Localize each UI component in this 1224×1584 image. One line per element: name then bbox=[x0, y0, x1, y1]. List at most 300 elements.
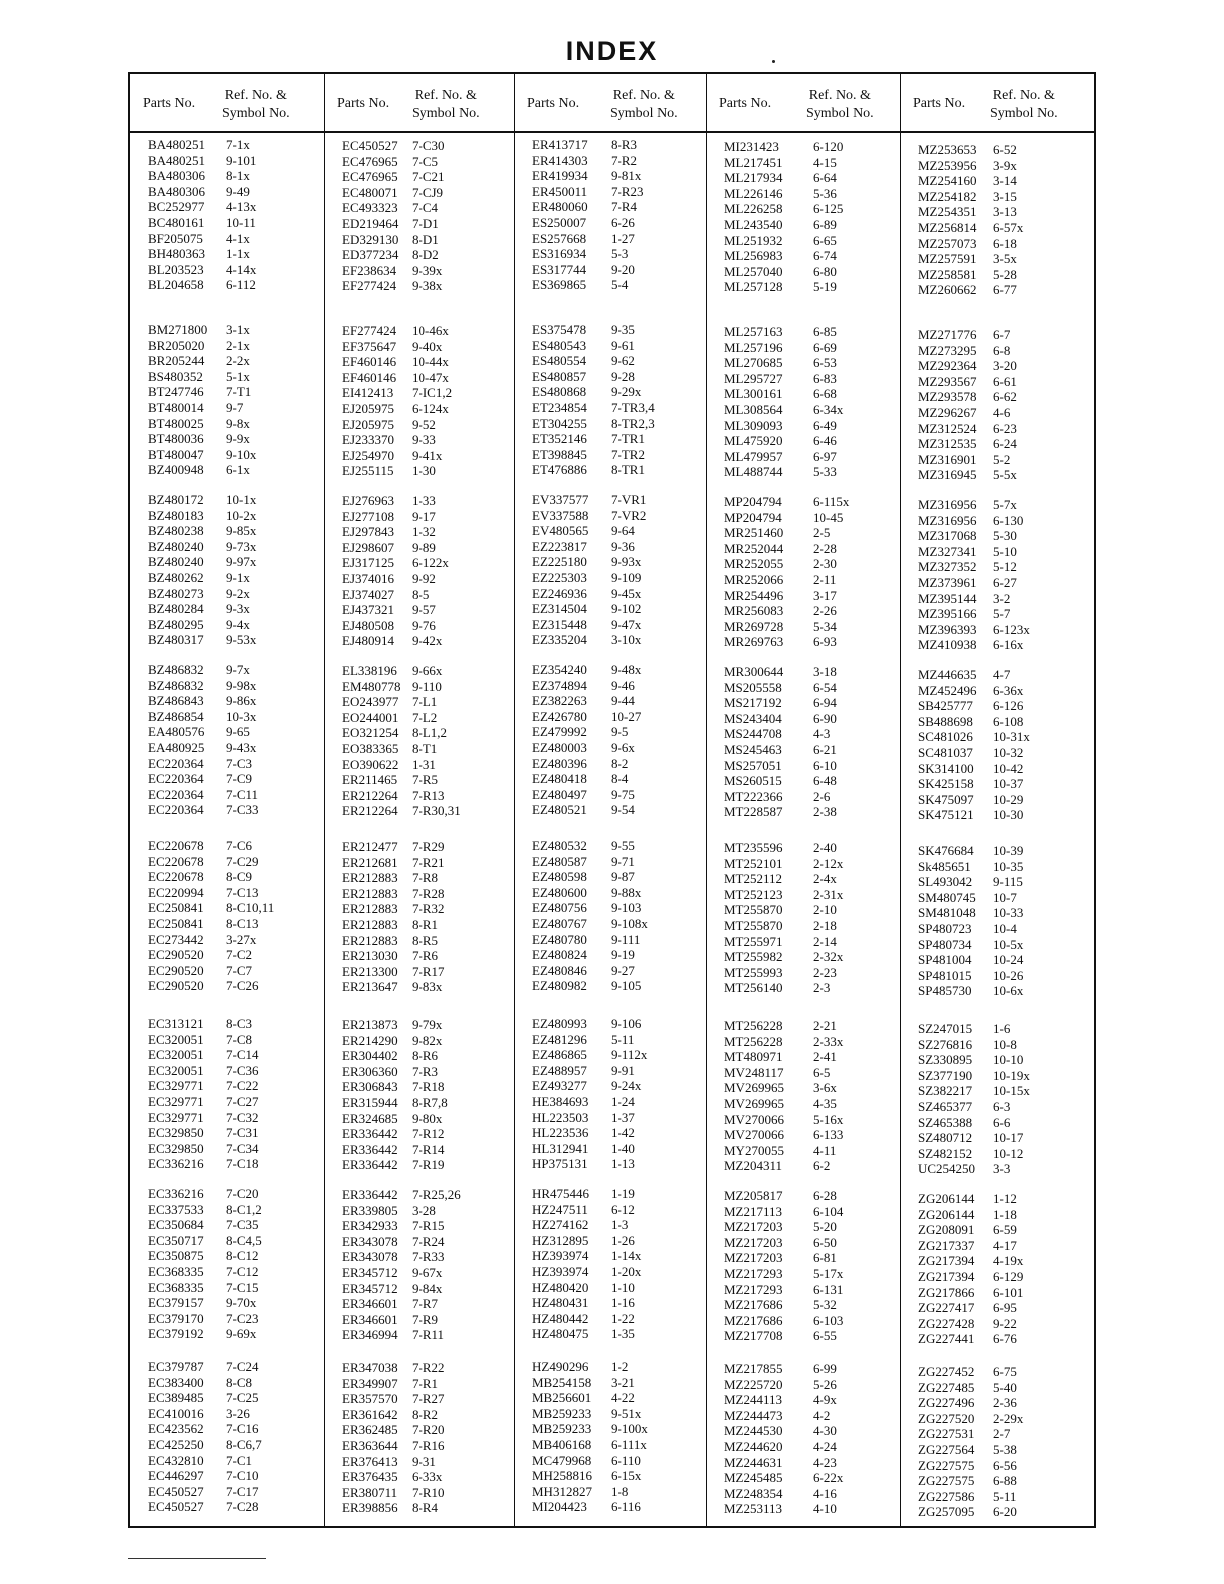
index-row bbox=[706, 139, 900, 155]
index-row bbox=[130, 632, 324, 648]
ref-symbol-number: 6-53 bbox=[813, 355, 837, 371]
index-row bbox=[130, 1016, 324, 1032]
ref-symbol-number: 6-18 bbox=[993, 235, 1017, 251]
index-row bbox=[514, 740, 706, 756]
index-row bbox=[514, 246, 706, 262]
index-row bbox=[706, 324, 900, 340]
ref-symbol-number: 2-11 bbox=[813, 571, 837, 587]
part-number: EZ480521 bbox=[532, 802, 587, 818]
index-row bbox=[130, 1484, 324, 1500]
entry-group bbox=[706, 1018, 900, 1174]
index-row bbox=[706, 1204, 900, 1220]
ref-symbol-number: 4-1x bbox=[226, 230, 250, 246]
ref-symbol-number: 6-115x bbox=[813, 494, 850, 509]
part-number: HP375131 bbox=[532, 1156, 588, 1172]
ref-symbol-number: 4-9x bbox=[813, 1392, 837, 1408]
ref-symbol-number: 1-14x bbox=[611, 1248, 642, 1264]
index-row bbox=[900, 761, 1094, 777]
index-row bbox=[514, 137, 706, 153]
ref-symbol-number: 8-C4,5 bbox=[226, 1232, 262, 1248]
part-number: SP481004 bbox=[918, 952, 972, 968]
index-row bbox=[900, 1331, 1094, 1347]
ref-symbol-number: 2-12x bbox=[813, 855, 844, 871]
index-row bbox=[324, 1469, 514, 1485]
index-row bbox=[514, 1280, 706, 1296]
ref-symbol-number: 7-R20 bbox=[412, 1422, 445, 1438]
ref-symbol-number: 2-26 bbox=[813, 603, 837, 619]
ref-symbol-number: 3-3 bbox=[993, 1161, 1011, 1177]
index-row bbox=[324, 710, 514, 726]
ref-symbol-number: 6-89 bbox=[813, 216, 837, 232]
part-number: MS243404 bbox=[724, 710, 782, 726]
part-number: HZ312895 bbox=[532, 1232, 589, 1248]
ref-symbol-number: 7-C2 bbox=[226, 947, 252, 963]
symbol-header-line: Symbol No. bbox=[222, 106, 290, 121]
ref-symbol-number: 6-97 bbox=[813, 448, 837, 464]
index-row bbox=[706, 1439, 900, 1455]
index-row bbox=[900, 683, 1094, 699]
ref-symbol-number: 9-5 bbox=[611, 724, 629, 740]
index-row bbox=[706, 634, 900, 650]
part-number: MZ316956 bbox=[918, 512, 977, 528]
index-row bbox=[706, 1408, 900, 1424]
ref-symbol-number: 1-13 bbox=[611, 1156, 635, 1172]
ref-symbol-number: 4-3 bbox=[813, 726, 831, 742]
ref-symbol-number: 7-R15 bbox=[412, 1218, 445, 1234]
part-number: EC379787 bbox=[148, 1359, 204, 1374]
index-row bbox=[900, 497, 1094, 513]
part-number: ES480554 bbox=[532, 353, 587, 369]
part-number: EC320051 bbox=[148, 1062, 204, 1078]
part-number: MZ244631 bbox=[724, 1454, 783, 1470]
part-number: ET476886 bbox=[532, 462, 587, 478]
index-row bbox=[706, 201, 900, 217]
index-row bbox=[706, 980, 900, 996]
ref-symbol-number: 9-97x bbox=[226, 554, 257, 570]
ref-symbol-number: 7-VR2 bbox=[611, 507, 647, 523]
part-number: SZ330895 bbox=[918, 1052, 973, 1068]
index-row bbox=[706, 1219, 900, 1235]
index-row bbox=[900, 236, 1094, 252]
ref-symbol-number: 9-64 bbox=[611, 523, 635, 539]
ref-symbol-number: 7-C14 bbox=[226, 1047, 259, 1063]
index-row bbox=[900, 1364, 1094, 1380]
ref-symbol-number: 3-27x bbox=[226, 931, 257, 947]
index-row bbox=[514, 322, 706, 338]
part-number: MZ395144 bbox=[918, 590, 977, 606]
index-row bbox=[900, 729, 1094, 745]
entry-group bbox=[514, 137, 706, 293]
ref-symbol-number: 6-49 bbox=[813, 417, 837, 433]
index-row bbox=[324, 803, 514, 819]
part-number: MH258816 bbox=[532, 1468, 592, 1484]
ref-symbol-number: 2-5 bbox=[813, 525, 831, 541]
ref-symbol-number: 7-C35 bbox=[226, 1217, 259, 1233]
index-row bbox=[130, 554, 324, 570]
index-row bbox=[514, 492, 706, 508]
ref-symbol-number: 4-6 bbox=[993, 404, 1011, 420]
ref-symbol-number: 6-22x bbox=[813, 1470, 844, 1486]
index-row bbox=[706, 619, 900, 635]
index-row bbox=[324, 1142, 514, 1158]
part-number: ZG227496 bbox=[918, 1395, 975, 1411]
index-row bbox=[706, 711, 900, 727]
ref-symbol-number: 8-R5 bbox=[412, 932, 438, 948]
part-number: ER213873 bbox=[342, 1017, 398, 1032]
ref-symbol-number: 3-5x bbox=[993, 251, 1017, 267]
ref-symbol-number: 8-2 bbox=[611, 755, 629, 771]
part-number: BZ480238 bbox=[148, 523, 204, 539]
part-number: EZ480598 bbox=[532, 869, 587, 885]
part-number: HZ247511 bbox=[532, 1201, 588, 1217]
ref-symbol-number: 7-R11 bbox=[412, 1327, 445, 1343]
ref-symbol-number: 7-R27 bbox=[412, 1391, 445, 1407]
ref-symbol-number: 4-7 bbox=[993, 667, 1011, 682]
part-number: EC389485 bbox=[148, 1390, 204, 1406]
index-row bbox=[706, 1250, 900, 1266]
part-number: MZ253653 bbox=[918, 142, 977, 157]
index-row bbox=[324, 200, 514, 216]
index-row bbox=[514, 916, 706, 932]
part-number: SP481015 bbox=[918, 967, 972, 983]
ref-symbol-number: 9-102 bbox=[611, 601, 642, 617]
part-number: ER212681 bbox=[342, 854, 398, 870]
index-row bbox=[900, 204, 1094, 220]
index-row bbox=[324, 247, 514, 263]
index-row bbox=[514, 978, 706, 994]
ref-symbol-number: 7-R9 bbox=[412, 1311, 438, 1327]
ref-symbol-number: 10-42 bbox=[993, 760, 1024, 776]
ref-symbol-number: 2-21 bbox=[813, 1018, 837, 1033]
part-number: BL204658 bbox=[148, 277, 204, 293]
index-row bbox=[130, 617, 324, 633]
ref-symbol-number: 4-35 bbox=[813, 1095, 837, 1111]
part-number: ER349907 bbox=[342, 1375, 398, 1391]
entry-group bbox=[514, 662, 706, 818]
index-row bbox=[324, 1422, 514, 1438]
ref-symbol-number: 9-105 bbox=[611, 978, 642, 994]
ref-symbol-number: 9-88x bbox=[611, 884, 642, 900]
ref-symbol-number: 7-C34 bbox=[226, 1140, 259, 1156]
part-number: HZ393974 bbox=[532, 1248, 589, 1264]
part-number: BT247746 bbox=[148, 384, 204, 400]
part-number: EZ225303 bbox=[532, 569, 587, 585]
index-row bbox=[706, 1486, 900, 1502]
index-row bbox=[130, 709, 324, 725]
part-number: EZ480600 bbox=[532, 884, 587, 900]
index-row bbox=[900, 968, 1094, 984]
part-number: ER336442 bbox=[342, 1157, 398, 1173]
column-header bbox=[324, 74, 514, 131]
part-number: ML309093 bbox=[724, 417, 783, 433]
column-header bbox=[130, 74, 324, 131]
ref-symbol-number: 7-VR1 bbox=[611, 492, 647, 507]
index-row bbox=[324, 1111, 514, 1127]
ref-symbol-number: 1-3 bbox=[611, 1217, 629, 1233]
part-number: MS244708 bbox=[724, 726, 782, 742]
index-row bbox=[706, 1188, 900, 1204]
part-number: ER306843 bbox=[342, 1079, 398, 1095]
index-row bbox=[130, 1094, 324, 1110]
part-number: MT256228 bbox=[724, 1033, 783, 1049]
ref-symbol-number: 10-47x bbox=[412, 369, 449, 385]
index-row bbox=[324, 618, 514, 634]
part-number: EC446297 bbox=[148, 1468, 204, 1484]
index-row bbox=[900, 1207, 1094, 1223]
ref-symbol-number: 9-35 bbox=[611, 322, 635, 337]
column-header bbox=[900, 74, 1094, 131]
ref-symbol-number: 10-37 bbox=[993, 776, 1024, 792]
ref-symbol-number: 7-C9 bbox=[226, 771, 252, 787]
ref-symbol-number: 6-48 bbox=[813, 773, 837, 789]
index-row bbox=[900, 1222, 1094, 1238]
ref-symbol-number: 6-21 bbox=[813, 741, 837, 757]
index-row bbox=[706, 949, 900, 965]
part-number: BZ480273 bbox=[148, 585, 204, 601]
ref-symbol-number: 7-C36 bbox=[226, 1062, 259, 1078]
ref-symbol-number: 10-35 bbox=[993, 858, 1024, 874]
index-row bbox=[514, 963, 706, 979]
index-row bbox=[514, 802, 706, 818]
part-number: EC350875 bbox=[148, 1248, 204, 1264]
ref-symbol-number: 9-71 bbox=[611, 853, 635, 869]
ref-symbol-number: 1-31 bbox=[412, 756, 436, 772]
index-row bbox=[706, 680, 900, 696]
part-number: EZ480756 bbox=[532, 900, 587, 916]
part-number: ET304255 bbox=[532, 415, 587, 431]
part-number: BT480014 bbox=[148, 399, 204, 415]
index-row bbox=[324, 602, 514, 618]
index-row bbox=[324, 555, 514, 571]
part-number: EC220364 bbox=[148, 771, 204, 787]
part-number: MZ293578 bbox=[918, 389, 977, 405]
index-row bbox=[324, 1500, 514, 1516]
ref-symbol-number: 6-103 bbox=[813, 1312, 844, 1328]
ref-symbol-number: 9-55 bbox=[611, 838, 635, 853]
ref-symbol-number: 3-18 bbox=[813, 664, 837, 679]
index-row bbox=[900, 1458, 1094, 1474]
ref-symbol-number: 7-C4 bbox=[412, 200, 438, 216]
part-number: MV248117 bbox=[724, 1064, 784, 1080]
index-row bbox=[130, 724, 324, 740]
index-row bbox=[324, 571, 514, 587]
ref-symbol-number: 9-9x bbox=[226, 431, 250, 447]
ref-symbol-number: 10-46x bbox=[412, 323, 449, 338]
part-number: EZ426780 bbox=[532, 708, 587, 724]
ref-symbol-number: 6-111x bbox=[611, 1436, 647, 1452]
index-row bbox=[514, 554, 706, 570]
ref-symbol-number: 10-45 bbox=[813, 509, 844, 525]
ref-symbol-number: 9-43x bbox=[226, 739, 257, 755]
ref-symbol-number: 6-34x bbox=[813, 401, 844, 417]
index-row bbox=[900, 1395, 1094, 1411]
index-row bbox=[514, 756, 706, 772]
entry-group bbox=[514, 1016, 706, 1172]
part-number: EA480576 bbox=[148, 724, 205, 740]
ref-symbol-number: 7-R22 bbox=[412, 1360, 445, 1375]
ref-symbol-number: 3-21 bbox=[611, 1374, 635, 1390]
ref-symbol-number: 2-4x bbox=[813, 871, 837, 887]
part-number: MZ244473 bbox=[724, 1407, 783, 1423]
part-number: ZG227441 bbox=[918, 1331, 975, 1347]
part-number: MZ316945 bbox=[918, 467, 977, 483]
index-row bbox=[514, 900, 706, 916]
part-number: EZ480993 bbox=[532, 1016, 587, 1031]
ref-symbol-number: 9-67x bbox=[412, 1264, 443, 1280]
part-number: BT480036 bbox=[148, 431, 204, 447]
index-row bbox=[324, 463, 514, 479]
part-number: EC220364 bbox=[148, 802, 204, 818]
index-row bbox=[324, 587, 514, 603]
ref-symbol-number: 6-46 bbox=[813, 433, 837, 449]
ref-symbol-number: 9-8x bbox=[226, 415, 250, 431]
index-column bbox=[130, 74, 324, 1526]
entry-group bbox=[900, 1191, 1094, 1347]
ref-symbol-number: 9-3x bbox=[226, 601, 250, 617]
part-number: SP480723 bbox=[918, 920, 972, 936]
index-row bbox=[900, 1426, 1094, 1442]
index-row bbox=[706, 1080, 900, 1096]
index-row bbox=[706, 541, 900, 557]
index-row bbox=[706, 1158, 900, 1174]
entry-group bbox=[130, 1016, 324, 1172]
part-number: EZ314504 bbox=[532, 601, 587, 617]
ref-symbol-number: 9-36 bbox=[611, 538, 635, 554]
part-number: ZG227586 bbox=[918, 1488, 975, 1504]
part-number: BZ400948 bbox=[148, 462, 204, 478]
ref-symbol-number: 10-29 bbox=[993, 791, 1024, 807]
part-number: EZ488957 bbox=[532, 1062, 587, 1078]
ref-symbol-number: 6-83 bbox=[813, 370, 837, 386]
part-number: BA480251 bbox=[148, 137, 206, 152]
index-row bbox=[130, 508, 324, 524]
part-number: ES369865 bbox=[532, 277, 587, 293]
index-row bbox=[130, 353, 324, 369]
entry-group bbox=[324, 1187, 514, 1343]
index-row bbox=[324, 870, 514, 886]
index-row bbox=[514, 277, 706, 293]
part-number: MZ225720 bbox=[724, 1376, 783, 1392]
part-number: EJ276963 bbox=[342, 493, 394, 508]
ref-symbol-number: 7-R13 bbox=[412, 787, 445, 803]
index-row bbox=[130, 771, 324, 787]
ref-symbol-number: 4-15 bbox=[813, 154, 837, 170]
ref-symbol-number: 8-D1 bbox=[412, 231, 439, 247]
index-row bbox=[706, 264, 900, 280]
index-row bbox=[514, 1295, 706, 1311]
ref-symbol-number: 9-89 bbox=[412, 539, 436, 555]
ref-symbol-number: 7-C32 bbox=[226, 1109, 259, 1125]
ref-symbol-number: 9-110 bbox=[412, 678, 442, 694]
part-number: EC368335 bbox=[148, 1263, 204, 1279]
part-number: ER212883 bbox=[342, 916, 398, 932]
part-number: MR254496 bbox=[724, 587, 784, 603]
part-number: MZ327341 bbox=[918, 543, 977, 559]
ref-symbol-number: 9-51x bbox=[611, 1405, 642, 1421]
ref-symbol-number: 6-85 bbox=[813, 324, 837, 339]
ref-symbol-number: 6-130 bbox=[993, 512, 1024, 528]
footnote-rule bbox=[128, 1558, 266, 1559]
part-number: MT252101 bbox=[724, 855, 783, 871]
ref-symbol-number: 8-5 bbox=[412, 586, 430, 602]
part-number: MV270066 bbox=[724, 1127, 784, 1143]
part-number: BT480047 bbox=[148, 446, 204, 462]
index-row bbox=[706, 588, 900, 604]
part-number: ES480543 bbox=[532, 337, 587, 353]
part-number: ES257668 bbox=[532, 230, 587, 246]
index-row bbox=[706, 664, 900, 680]
index-row bbox=[130, 1453, 324, 1469]
part-number: BF205075 bbox=[148, 230, 203, 246]
index-row bbox=[706, 556, 900, 572]
part-number: BZ486832 bbox=[148, 677, 204, 693]
entry-group bbox=[514, 322, 706, 478]
part-number: SP485730 bbox=[918, 983, 972, 999]
ref-symbol-number: 6-55 bbox=[813, 1328, 837, 1344]
ref-symbol-number: 8-R3 bbox=[611, 137, 637, 152]
index-row bbox=[900, 267, 1094, 283]
part-number: MZ256814 bbox=[918, 219, 977, 235]
part-number: SM480745 bbox=[918, 889, 976, 905]
part-number: ES317744 bbox=[532, 261, 587, 277]
entry-group bbox=[324, 1017, 514, 1173]
entry-group bbox=[130, 838, 324, 994]
ref-symbol-number: 7-1x bbox=[226, 137, 250, 152]
part-number: EJ233370 bbox=[342, 432, 394, 448]
index-row bbox=[706, 418, 900, 434]
index-row bbox=[514, 539, 706, 555]
index-row bbox=[130, 1233, 324, 1249]
ref-symbol-number: 10-7 bbox=[993, 889, 1017, 905]
part-number: EZ374894 bbox=[532, 677, 587, 693]
ref-symbol-number: 6-77 bbox=[993, 282, 1017, 298]
index-row bbox=[514, 724, 706, 740]
index-row bbox=[130, 1248, 324, 1264]
ref-symbol-number: 7-TR2 bbox=[611, 446, 645, 462]
part-number: ML256983 bbox=[724, 248, 783, 264]
part-number: MB254158 bbox=[532, 1374, 592, 1390]
part-number: ZG227575 bbox=[918, 1457, 975, 1473]
ref-symbol-number: 1-26 bbox=[611, 1232, 635, 1248]
part-number: SZ482152 bbox=[918, 1145, 973, 1161]
symbol-header-line: Symbol No. bbox=[610, 106, 678, 121]
index-row bbox=[324, 524, 514, 540]
ref-symbol-number: 9-93x bbox=[611, 554, 642, 570]
index-row bbox=[324, 1157, 514, 1173]
ref-symbol-number: 10-10 bbox=[993, 1052, 1024, 1068]
index-row bbox=[514, 678, 706, 694]
ref-symbol-number: 9-75 bbox=[611, 786, 635, 802]
index-row bbox=[324, 540, 514, 556]
ref-symbol-number: 6-3 bbox=[993, 1098, 1011, 1114]
ref-symbol-number: 9-49 bbox=[226, 183, 250, 199]
part-number: EC432810 bbox=[148, 1452, 204, 1468]
part-number: EC450527 bbox=[342, 138, 398, 153]
ref-symbol-number: 9-29x bbox=[611, 384, 642, 400]
index-row bbox=[900, 606, 1094, 622]
part-number: MP204794 bbox=[724, 494, 782, 509]
part-number: ED329130 bbox=[342, 231, 399, 247]
part-number: EZ354240 bbox=[532, 662, 587, 677]
index-row bbox=[130, 1125, 324, 1141]
part-number: ER357570 bbox=[342, 1391, 398, 1407]
index-row bbox=[130, 168, 324, 184]
index-row bbox=[130, 246, 324, 262]
part-number: MZ254351 bbox=[918, 204, 977, 220]
ref-symbol-number: 6-57x bbox=[993, 219, 1024, 235]
part-number: MT252123 bbox=[724, 886, 783, 902]
ref-symbol-number: 4-22 bbox=[611, 1390, 635, 1406]
